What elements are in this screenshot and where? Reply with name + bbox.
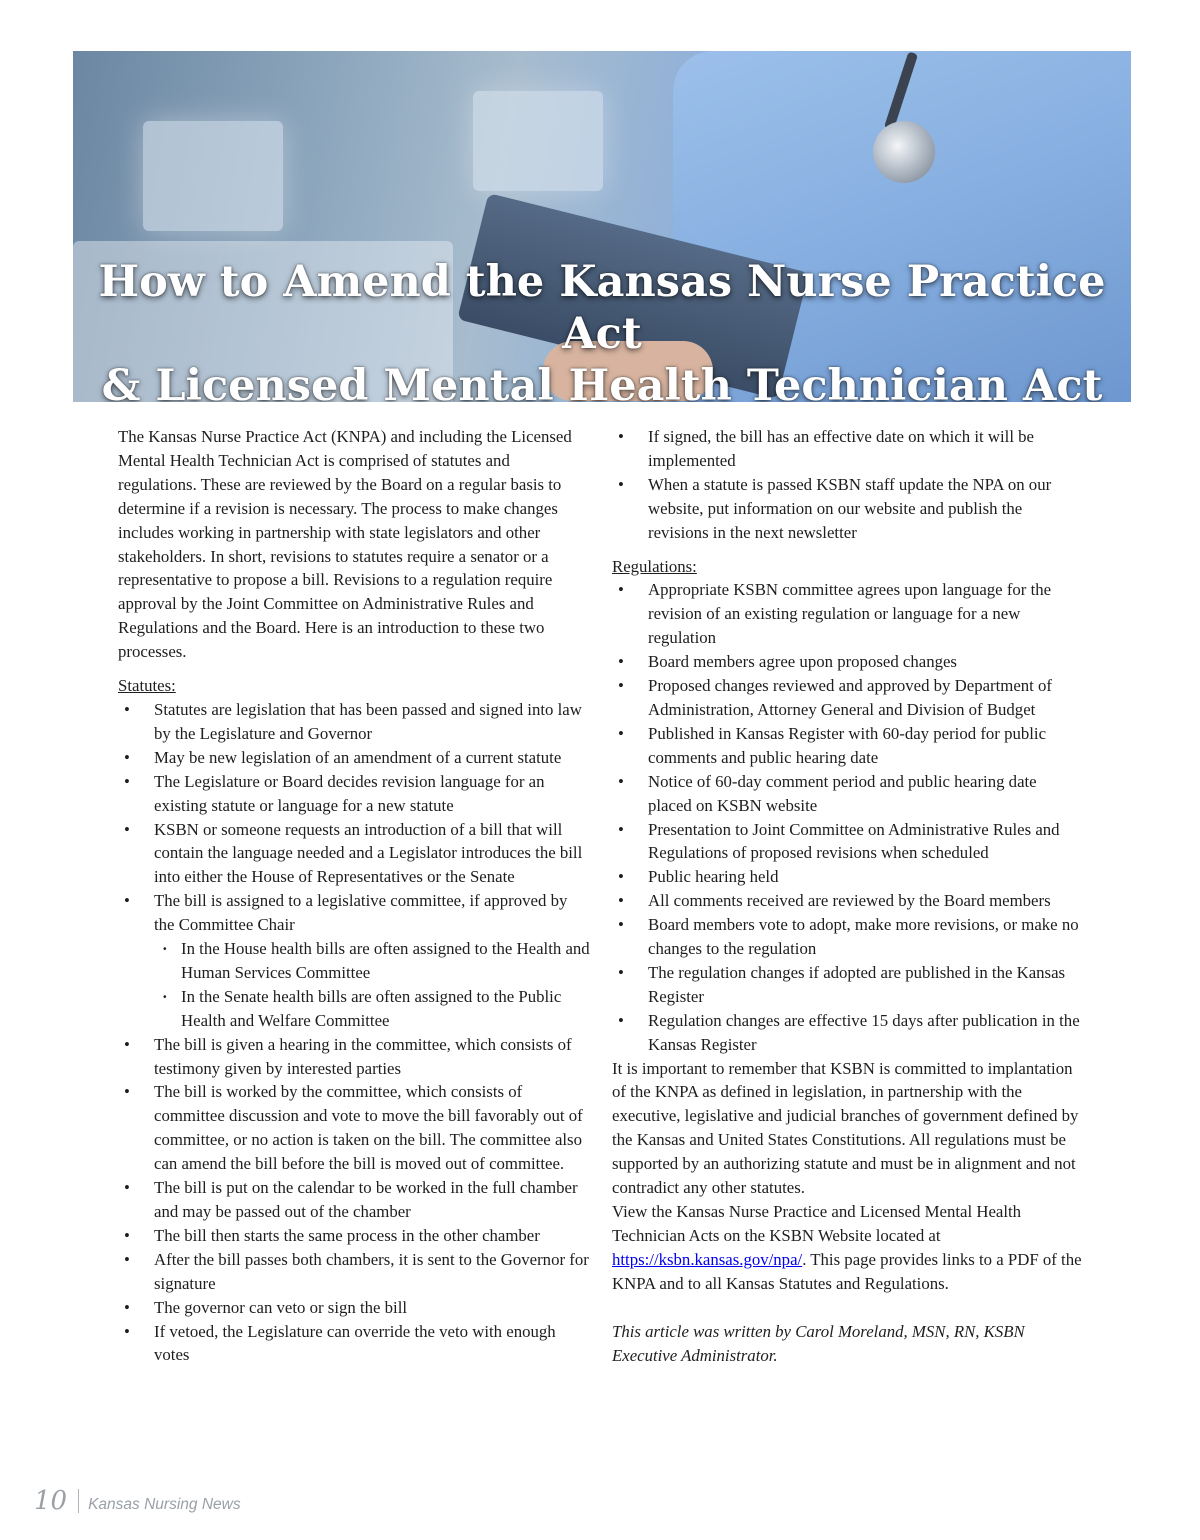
list-item: • If signed, the bill has an effective date on which it will be implemented	[612, 425, 1082, 473]
closing-paragraph: It is important to remember that KSBN is committed to implantation of the KNPA as defined in legislation, in partnership with the executive, legislative and judicial branches of government defined by the Kansas and United States Constitutions. All regulations must be supported by an authorizing statute and must be in alignment and not contradict any other statutes.	[612, 1058, 1079, 1198]
view-paragraph	[612, 1200, 1082, 1296]
list-item: • Proposed changes reviewed and approved by Department of Administration, Attorney General and Division of Budget	[612, 674, 1082, 722]
regulations-list	[612, 578, 1082, 1056]
page-footer	[34, 1486, 241, 1516]
list-item: • The bill is put on the calendar to be worked in the full chamber and may be passed out of the chamber	[118, 1176, 590, 1224]
author-byline: This article was written by Carol Moreland, MSN, RN, KSBN Executive Administrator.	[612, 1321, 1025, 1365]
list-item: • The Legislature or Board decides revision language for an existing statute or language for a new statute	[118, 770, 590, 818]
list-item: • The regulation changes if adopted are published in the Kansas Register	[612, 961, 1082, 1009]
stethoscope-icon	[873, 121, 935, 183]
article-title-line-2: & Licensed Mental Health Technician Act	[101, 361, 1103, 402]
sub-list-item: · In the House health bills are often assigned to the Health and Human Services Committee	[154, 937, 590, 985]
footer-divider	[78, 1489, 79, 1513]
list-item-text: The bill is assigned to a legislative committee, if approved by the Committee Chair	[154, 891, 568, 935]
statutes-list	[118, 698, 590, 1367]
list-item: • May be new legislation of an amendment of a current statute	[118, 746, 590, 770]
publication-name: Kansas Nursing News	[88, 1496, 241, 1513]
list-item: • The bill is worked by the committee, which consists of committee discussion and vote to move the bill favorably out of committee, or no action is taken on the bill. The committee also can amend the bill before the bill is moved out of committee.	[118, 1080, 590, 1176]
monitor-background	[473, 91, 603, 191]
list-item: • Appropriate KSBN committee agrees upon language for the revision of an existing regulation or language for a new regulation	[612, 578, 1082, 650]
list-item: • Notice of 60-day comment period and public hearing date placed on KSBN website	[612, 770, 1082, 818]
list-item: • Board members vote to adopt, make more revisions, or make no changes to the regulation	[612, 913, 1082, 961]
list-item	[118, 889, 590, 1032]
hero-image	[73, 51, 1131, 402]
list-item: • The bill is given a hearing in the committee, which consists of testimony given by interested parties	[118, 1033, 590, 1081]
view-text-after: . This page provides links to a PDF of the KNPA and to all Kansas Statutes and Regulations.	[612, 1249, 1082, 1293]
right-column	[612, 425, 1082, 1367]
list-item: • Public hearing held	[612, 865, 1082, 889]
list-item: • The governor can veto or sign the bill	[118, 1296, 590, 1320]
list-item: • Statutes are legislation that has been passed and signed into law by the Legislature and Governor	[118, 698, 590, 746]
list-item: • Regulation changes are effective 15 days after publication in the Kansas Register	[612, 1009, 1082, 1057]
left-column	[118, 425, 590, 1367]
committee-sublist	[154, 937, 590, 1033]
list-item: • All comments received are reviewed by the Board members	[612, 889, 1082, 913]
list-item: • KSBN or someone requests an introduction of a bill that will contain the language needed and a Legislator introduces the bill into either the House of Representatives or the Senate	[118, 818, 590, 890]
view-text: View the Kansas Nurse Practice and Licensed Mental Health Technician Acts on the KSBN Website located at	[612, 1202, 1022, 1245]
npa-link[interactable]: https://ksbn.kansas.gov/npa/	[612, 1249, 803, 1269]
list-item: • The bill then starts the same process in the other chamber	[118, 1224, 590, 1248]
list-item: • If vetoed, the Legislature can override the veto with enough votes	[118, 1320, 590, 1368]
list-item: • Published in Kansas Register with 60-day period for public comments and public hearing date	[612, 722, 1082, 770]
list-item: • When a statute is passed KSBN staff update the NPA on our website, put information on our website and publish the revisions in the next newsletter	[612, 473, 1082, 545]
sub-list-item: · In the Senate health bills are often assigned to the Public Health and Welfare Committee	[154, 985, 590, 1033]
statutes-continued-list	[612, 425, 1082, 545]
list-item: • Presentation to Joint Committee on Administrative Rules and Regulations of proposed revisions when scheduled	[612, 818, 1082, 866]
article-title	[73, 256, 1131, 402]
article-title-line-1: How to Amend the Kansas Nurse Practice Act	[98, 257, 1106, 359]
list-item: • Board members agree upon proposed changes	[612, 650, 1082, 674]
intro-paragraph: The Kansas Nurse Practice Act (KNPA) and including the Licensed Mental Health Technician Act is comprised of statutes and regulations. These are reviewed by the Board on a regular basis to determine if a revision is necessary. The process to make changes includes working in partnership with state legislators and other stakeholders. In short, revisions to statutes require a senator or a representative to propose a bill. Revisions to a regulation require approval by the Joint Committee on Administrative Rules and Regulations and the Board. Here is an introduction to these two processes.	[118, 427, 572, 662]
regulations-heading: Regulations:	[612, 556, 697, 576]
statutes-heading: Statutes:	[118, 676, 176, 696]
page-number: 10	[34, 1486, 68, 1516]
monitor-background	[143, 121, 283, 231]
list-item: • After the bill passes both chambers, it is sent to the Governor for signature	[118, 1248, 590, 1296]
